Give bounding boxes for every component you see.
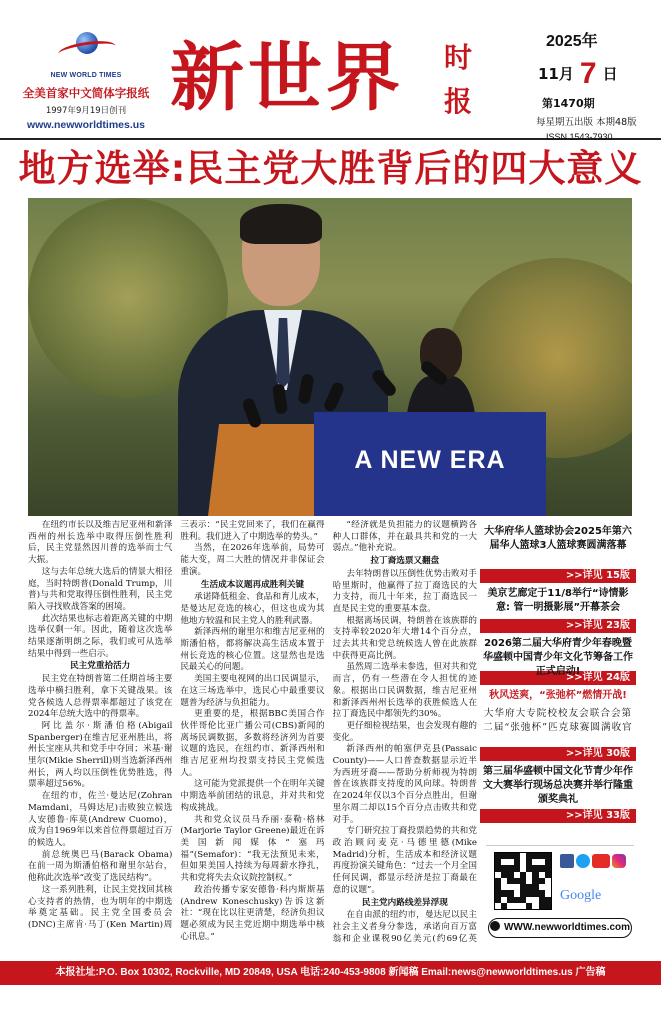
article-paragraph: 这与去年总统大选后的情景大相径庭，当时特朗普(Donald Trump，川普)与共和党取得压倒性胜利，民主党陷入寻找败战答案的困境。 bbox=[28, 566, 173, 612]
article-subheading: 生活成本议题再成胜利关键 bbox=[200, 579, 305, 590]
promo-subtitle: 大华府大专院校校友会联合会第二届“张弛杯”匹克球赛圆满收官 bbox=[483, 708, 633, 733]
promo-item[interactable] bbox=[480, 687, 636, 763]
promo-title: 第三届华盛顿中国文化节青少年作文大赛举行现场总决赛并举行隆重颁奖典礼 bbox=[483, 766, 633, 805]
globe-logo-icon bbox=[54, 30, 118, 70]
article-subheading: 民主党内路线差异浮现 bbox=[361, 897, 448, 908]
article-paragraph: 新泽西州的谢里尔和维吉尼亚州的斯潘伯格，都将解决高生活成本置于州长竞选的核心位置。这显然也是选民最关心的问题。 bbox=[180, 627, 325, 673]
issn: ISSN 1543-7930 bbox=[546, 132, 613, 142]
promo-page-link[interactable]: >>详见 30版 bbox=[480, 747, 636, 761]
promo-title: 2026第二届大华府青少年春晚暨华盛顿中国青少年文化节筹备工作正式启动! bbox=[483, 638, 633, 677]
article-paragraph: 在纽约市，佐兰·曼达尼(Zohran Mamdani，马姆达尼)击败独立候选人安德鲁·库莫(Andrew Cuomo)，成为自1969年以来首位得票超过百万的候选人。 bbox=[28, 791, 173, 848]
lead-article bbox=[28, 520, 477, 952]
headline[interactable]: 地方选举:民主党大胜背后的四大意义 bbox=[18, 147, 643, 190]
article-paragraph: 根据离场民调，特朗普在该族群的支持率较2020年大增14个百分点，过去其共和党总统候选人曾在此族群中获得更高比例。 bbox=[332, 615, 477, 661]
issue-year: 2025年 bbox=[546, 33, 598, 50]
promo-title: 美京艺廊定于11/8举行“诗情影意: 管一明摄影展”开幕茶会 bbox=[487, 588, 629, 613]
publication-frequency: 每星期五出版 本期48版 bbox=[536, 117, 637, 128]
article-paragraph: 这一系列胜利，让民主党找回其核心支持者的热情，也为明年的中期选举奠定基础。民主党全国委员会(DNC)主席肯·马丁(Ken Martin)周三表示：“民主党回来了，我们在赢得胜利。我们进入了中期选举的势头。” bbox=[28, 520, 325, 930]
article-paragraph: 此次结果也标志着距离关键的中期选举仅剩一年。因此，随着这次选举结果逐渐明朗之际，我们或可从选举结果中得到一些启示。 bbox=[28, 613, 173, 659]
newspaper-title bbox=[170, 26, 472, 134]
youtube-icon[interactable] bbox=[592, 854, 610, 868]
article-paragraph: 共和党众议员马乔丽·泰勒·格林(Marjorie Taylor Greene)最近在诉美国新闻媒体“塞玛福”(Semafor)：“我无法预见未来，但如果美国人持续为每周薪水挣扎，共和党将失去众议院控制权。” bbox=[180, 814, 325, 884]
title-main: 新世界 bbox=[170, 35, 404, 121]
podium-sign: A NEW ERA bbox=[354, 446, 506, 474]
promo-item[interactable] bbox=[480, 635, 636, 687]
article-paragraph: 阿比盖尔·斯潘伯格(Abigail Spanberger)在维吉尼亚州胜出，将州长宝座从共和党手中夺回；米基·谢里尔(Mikie Sherrill)则当选新泽西州州长，两人均以压倒性优势胜选，得票率超过56%。 bbox=[28, 720, 173, 790]
social-icons bbox=[560, 854, 624, 914]
website-url-bar[interactable]: WWW.newworldtimes.com bbox=[488, 918, 632, 938]
issue-info bbox=[536, 28, 652, 142]
article-paragraph: 专门研究拉丁裔投票趋势的共和党政治顾问麦克·马德里德(Mike Madrid)分析，生活成本和经济议题再度扮演关键角色：“过去一个月全国任何民调，都显示经济是拉丁裔最在意的议题”。 bbox=[332, 826, 477, 895]
article-paragraph: 当然，在2026年选举前，局势可能大变，周二大胜的情况并非保证会重演。 bbox=[180, 543, 325, 577]
lead-photo[interactable] bbox=[28, 198, 632, 516]
article-paragraph: 更重要的是，根据BBC美国合作伙伴哥伦比亚广播公司(CBS)新闻的离场民调数据，多数将经济列为首要议题的选民，在纽约市、新泽西州和维吉尼亚州均投票支持民主党候选人。 bbox=[180, 709, 325, 778]
qr-code-icon[interactable] bbox=[494, 852, 552, 910]
promo-title: 大华府华人篮球协会2025年第六届华人篮球3人篮球赛圆满落幕 bbox=[484, 526, 632, 551]
article-paragraph: 这可能为党派提供一个在明年关键中期选举前团结的讯息，并对共和党构成挑战。 bbox=[180, 779, 325, 813]
article-paragraph: 民主党在特朗普第二任期首场主要选举中横扫胜利，拿下关键战果。该党各候选人总得票率都超过了该党在2024年总统大选中的得票率。 bbox=[28, 674, 173, 720]
footer-contact: 本报社址:P.O. Box 10302, Rockville, MD 20849, USA 电话:240-453-9808 新闻稿 Email:news@newworldtimes.us 广告稿 Email:ad@newworldtimes.us bbox=[0, 961, 661, 985]
article-paragraph: 在自由派的纽约市，曼达尼以民主社会主义者身分参选，承诺向百万富翁和企业课税90亿美元(约69亿英 bbox=[332, 910, 477, 944]
sidebar-promos bbox=[480, 523, 636, 958]
issue-number: 第1470期 bbox=[542, 97, 595, 110]
article-paragraph: “经济就是负担能力的议题横跨各种人口群体，并在最具共和党的一大弱点。”他补充说。 bbox=[332, 520, 477, 554]
article-paragraph: 虽然周二选举未参选，但对共和党而言，仍有一些潜在令人担忧的迹象。根据出口民调数据，维吉尼亚州和新泽西州州长选举的获胜候选人在拉丁裔选民中都领先约30%。 bbox=[332, 662, 477, 720]
title-suffix: 时 报 bbox=[443, 41, 472, 118]
article-paragraph: 新泽西州的帕塞伊克县(Passaic County)——人口普查数据显示近半为西班牙裔——帮助分析师视为特朗普在该族群支持度的风向球。特朗普在2024年仅以3个百分点胜出，但谢里尔周二却以15个百分点击败共和党对手。 bbox=[332, 744, 477, 825]
globe-icon bbox=[490, 921, 500, 931]
promo-page-link[interactable]: >>详见 23版 bbox=[480, 619, 636, 633]
article-subheading: 拉丁裔选票又翻盘 bbox=[370, 556, 440, 567]
podium-side bbox=[208, 424, 318, 516]
promo-page-link[interactable]: >>详见 24版 bbox=[480, 671, 636, 685]
article-paragraph: 前总统奥巴马(Barack Obama)在前一周为斯潘伯格和谢里尔站台，他称此次选举“改变了选民结构”。 bbox=[28, 849, 173, 884]
facebook-icon[interactable] bbox=[560, 854, 574, 868]
promo-item[interactable] bbox=[480, 763, 636, 825]
article-paragraph: 在纽约市长以及维吉尼亚州和新泽西州的州长选举中取得压倒性胜利后，民主党显然因川普的选举而士气大振。 bbox=[28, 520, 173, 566]
article-paragraph: 美国主要电视网的出口民调显示，在这三场选举中，选民心中最重要议题普为经济与负担能力。 bbox=[180, 674, 325, 708]
promo-title: 秋风送爽，“张弛杯”燃情开战! bbox=[489, 690, 627, 701]
founded-date: 1997年9月19日创刊 bbox=[45, 106, 127, 116]
promo-page-link[interactable]: >>详见 15版 bbox=[480, 569, 636, 583]
article-paragraph: 承诺降低租金、食品和育儿成本，是曼达尼竞选的核心，但这也成为其他地方较温和民主党人的胜利武器。 bbox=[180, 592, 325, 626]
masthead-left bbox=[6, 30, 166, 135]
slogan: 全美首家中文简体字报纸 bbox=[22, 86, 150, 100]
masthead bbox=[0, 0, 661, 140]
article-paragraph: 政治传播专家安德鲁·科内斯斯基(Andrew Koneschusky)告诉这新社：“现在比以往更清楚，经济负担议题必须成为民主党近期中期选举中核心讯息。” bbox=[180, 884, 325, 942]
issue-date: 11月 7 日 bbox=[538, 57, 618, 90]
article-subheading: 民主党重拾活力 bbox=[70, 661, 131, 672]
promo-page-link[interactable]: >>详见 33版 bbox=[480, 809, 636, 823]
instagram-icon[interactable] bbox=[612, 854, 626, 868]
twitter-icon[interactable] bbox=[576, 854, 590, 868]
promo-item[interactable] bbox=[480, 585, 636, 635]
contact-box bbox=[486, 845, 634, 957]
english-name: NEW WORLD TIMES bbox=[50, 72, 122, 79]
article-paragraph: 去年特朗普以压倒性优势击败对手哈里斯时，他赢得了拉丁裔选民的大力支持，而几十年来，拉丁裔选民一直是民主党的重要基本盘。 bbox=[332, 568, 477, 614]
promo-item[interactable] bbox=[480, 523, 636, 585]
article-paragraph: 更仔细检视结果，也会发现有趣的变化。 bbox=[332, 720, 477, 743]
website-link[interactable]: www.newworldtimes.us bbox=[26, 119, 146, 131]
google-logo[interactable]: Google bbox=[560, 888, 602, 903]
